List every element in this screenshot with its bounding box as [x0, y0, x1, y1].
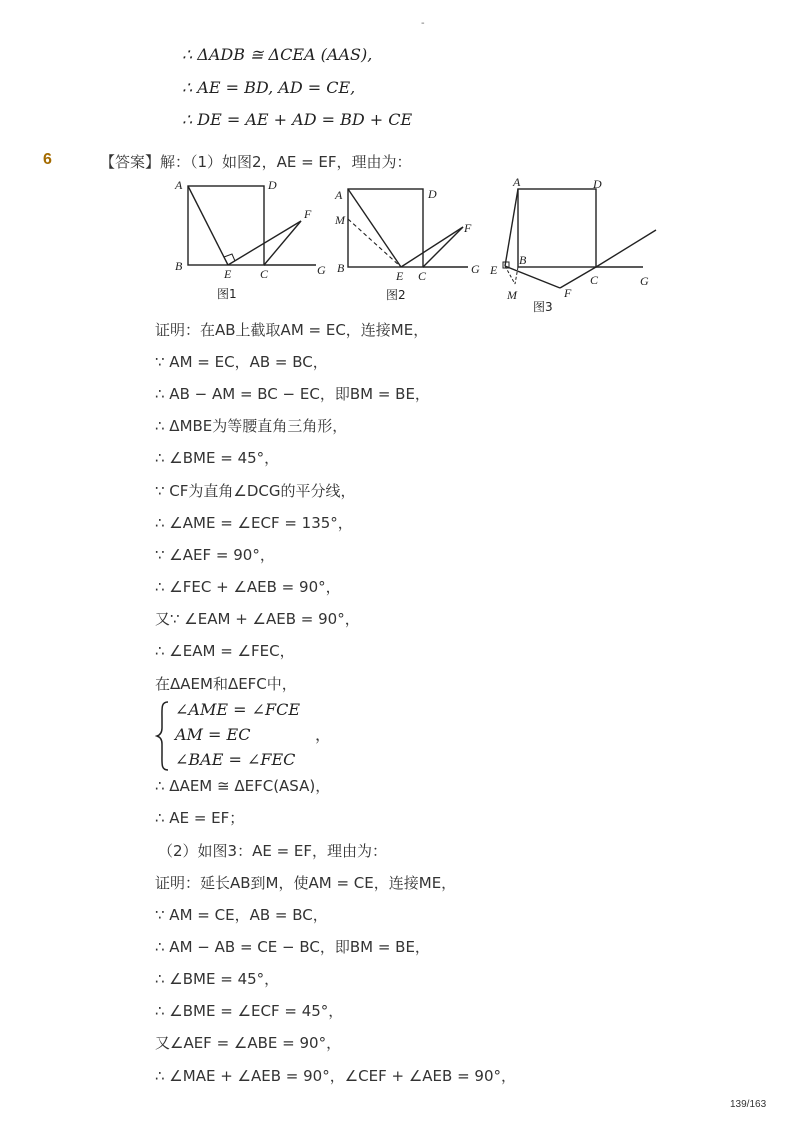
fig3-label-A: A	[513, 175, 521, 189]
proof1-line-3: ∴ AB − AM = BC − EC，即BM = BE，	[155, 385, 430, 403]
fig1-label-D: D	[268, 178, 277, 192]
proof2-line-7: ∴ ∠MAE + ∠AEB = 90°，∠CEF + ∠AEB = 90°，	[155, 1067, 517, 1085]
fig1-label-A: A	[175, 178, 183, 192]
figure-3	[503, 189, 656, 288]
answer-heading: 【答案】解：（1）如图2，AE = EF，理由为：	[100, 153, 412, 171]
prev-line-3: ∴ DE = AE + AD = BD + CE	[182, 110, 413, 129]
question-number: 6	[43, 151, 52, 168]
proof1-line-4: ∴ ΔMBE为等腰直角三角形，	[155, 417, 348, 435]
fig3-label-D: D	[593, 177, 602, 191]
proof1-line-7: ∴ ∠AME = ∠ECF = 135°，	[155, 514, 353, 532]
fig3-label-M: M	[507, 288, 517, 302]
proof2-line-2: ∵ AM = CE，AB = BC，	[155, 906, 328, 924]
left-brace	[155, 700, 171, 772]
fig1-label-E: E	[224, 267, 232, 281]
fig2-label-D: D	[428, 187, 437, 201]
proof1-line-5: ∴ ∠BME = 45°，	[155, 449, 280, 467]
page-number: 139/163	[730, 1099, 767, 1110]
proof2-line-3: ∴ AM − AB = CE − BC，即BM = BE，	[155, 938, 430, 956]
proof2-line-5: ∴ ∠BME = ∠ECF = 45°，	[155, 1002, 344, 1020]
prev-line-1: ∴ ΔADB ≅ ΔCEA (AAS),	[182, 45, 373, 64]
fig1-label-F: F	[304, 207, 312, 221]
fig2-label-C: C	[418, 269, 427, 283]
brace-system	[155, 700, 355, 772]
brace-row-1: ∠AME = ∠FCE	[175, 700, 301, 719]
proof1-line-2: ∵ AM = EC，AB = BC，	[155, 353, 328, 371]
fig2-label-F: F	[464, 221, 472, 235]
proof2-line-4: ∴ ∠BME = 45°，	[155, 970, 280, 988]
proof1-line-12: 在ΔAEM和ΔEFC中，	[155, 675, 297, 693]
proof1-end-line-2: ∴ AE = EF；	[155, 809, 245, 827]
proof1-line-11: ∴ ∠EAM = ∠FEC，	[155, 642, 295, 660]
fig2-label-E: E	[396, 269, 404, 283]
part2-heading: （2）如图3：AE = EF，理由为：	[158, 842, 388, 860]
fig1-label-C: C	[260, 267, 269, 281]
fig3-label-F: F	[564, 286, 572, 300]
proof1-end-line-1: ∴ ΔAEM ≅ ΔEFC(ASA)，	[155, 777, 331, 795]
proof1-line-9: ∴ ∠FEC + ∠AEB = 90°，	[155, 578, 341, 596]
geometry-figures	[168, 172, 663, 320]
fig2-label-A: A	[335, 188, 343, 202]
fig3-label-C: C	[590, 273, 599, 287]
brace-row-3: ∠BAE = ∠FEC	[175, 750, 296, 769]
fig3-label-B: B	[519, 253, 527, 267]
brace-row-2: AM = EC	[175, 725, 251, 744]
figure-2	[348, 189, 468, 267]
proof2-line-6: 又∠AEF = ∠ABE = 90°，	[155, 1034, 342, 1052]
figure-1	[188, 186, 316, 265]
fig1-caption: 图1	[217, 287, 237, 301]
brace-trailing-comma: ，	[315, 725, 332, 744]
fig3-label-E: E	[490, 263, 498, 277]
fig2-label-G: G	[471, 262, 480, 276]
proof1-line-10: 又∵ ∠EAM + ∠AEB = 90°，	[155, 610, 360, 628]
fig1-label-G: G	[317, 263, 326, 277]
fig3-caption: 图3	[533, 300, 553, 314]
fig2-caption: 图2	[386, 288, 406, 302]
fig3-label-G: G	[640, 274, 649, 288]
fig2-label-M: M	[335, 213, 345, 227]
proof1-line-8: ∵ ∠AEF = 90°，	[155, 546, 275, 564]
prev-line-2: ∴ AE = BD, AD = CE,	[182, 78, 356, 97]
proof1-line-1: 证明：在AB上截取AM = EC，连接ME，	[155, 321, 429, 339]
fig2-label-B: B	[337, 261, 345, 275]
top-mark: -	[421, 18, 425, 29]
proof2-line-1: 证明：延长AB到M，使AM = CE，连接ME，	[155, 874, 457, 892]
fig1-label-B: B	[175, 259, 183, 273]
proof1-line-6: ∵ CF为直角∠DCG的平分线，	[155, 482, 356, 500]
